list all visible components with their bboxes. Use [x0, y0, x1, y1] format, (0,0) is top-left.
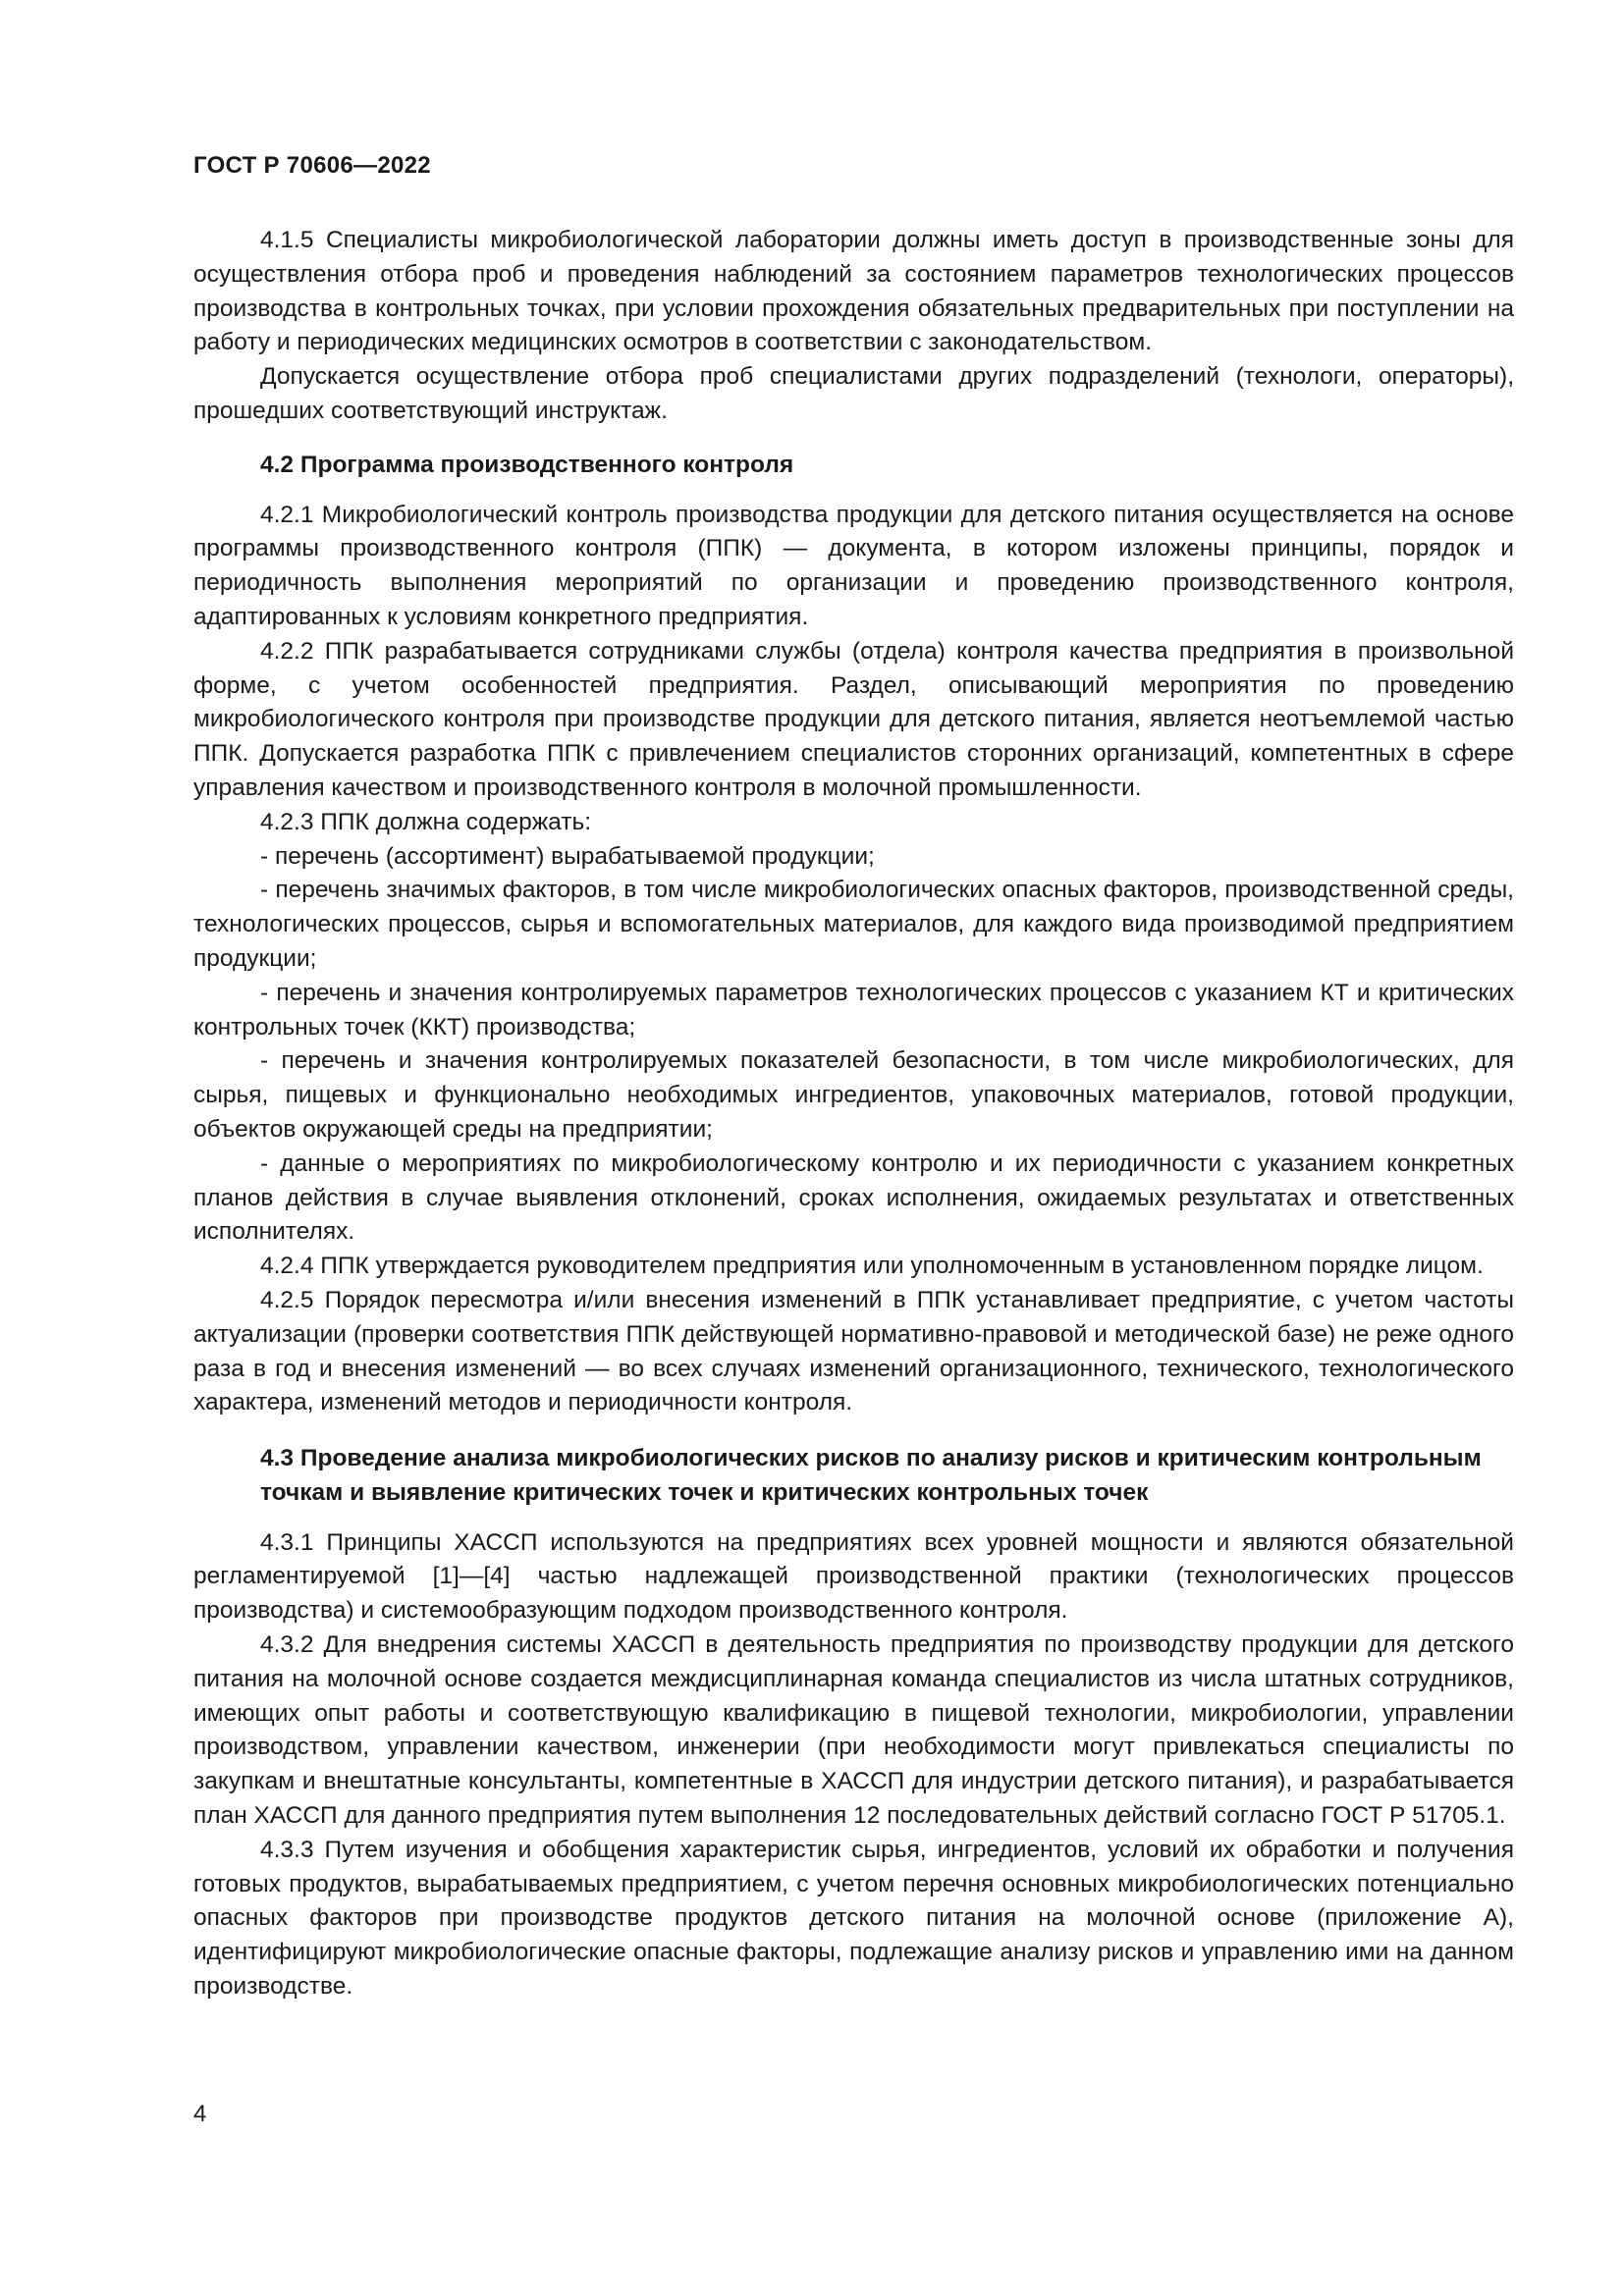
paragraph-4-3-3: 4.3.3 Путем изучения и обобщения характеристик сырья, ингредиентов, условий их обработки и получения готовых продуктов, вырабатываемых предприятием, с учетом перечня основных микробиологических потенциально опасных факторов при производстве продуктов детского питания на молочной основе (приложение А), идентифицируют микробиологические опасные факторы, подлежащие анализу рисков и управлению ими на данном производстве.	[193, 1836, 1514, 2001]
list-item: - данные о мероприятиях по микробиологическому контролю и их периодичности с указанием конкретных планов действия в случае выявления отклонений, сроках исполнения, ожидаемых результатах и ответственных исполнителях.	[193, 1149, 1514, 1246]
paragraph-4-2-4: 4.2.4 ППК утверждается руководителем предприятия или уполномоченным в установленном порядке лицом.	[260, 1253, 1484, 1280]
document-header: ГОСТ Р 70606—2022	[193, 152, 431, 179]
paragraph-4-1-5: 4.1.5 Специалисты микробиологической лаборатории должны иметь доступ в производственные зоны для осуществления отбора проб и проведения наблюдений за состоянием параметров технологических процессов производства в контрольных точках, при условии прохождения обязательных предварительных при поступлении на работу и периодических медицинских осмотров в соответствии с законодательством.	[193, 227, 1514, 356]
paragraph-4-2-2: 4.2.2 ППК разрабатывается сотрудниками службы (отдела) контроля качества предприятия в произвольной форме, с учетом особенностей предприятия. Раздел, описывающий мероприятия по проведению микробиологического контроля при производстве продукции для детского питания, является неотъемлемой частью ППК. Допускается разработка ППК с привлечением специалистов сторонних организаций, компетентных в сфере управления качеством и производственного контроля в молочной промышленности.	[193, 637, 1514, 801]
paragraph-4-2-3: 4.2.3 ППК должна содержать:	[260, 808, 592, 835]
list-item: - перечень (ассортимент) вырабатываемой продукции;	[260, 842, 875, 870]
list-item: - перечень значимых факторов, в том числе микробиологических опасных факторов, производственной среды, технологических процессов, сырья и вспомогательных материалов, для каждого вида производимой предприятием продукции;	[193, 877, 1514, 972]
list-item: - перечень и значения контролируемых показателей безопасности, в том числе микробиологических, для сырья, пищевых и функционально необходимых ингредиентов, упаковочных материалов, готовой продукции, объектов окружающей среды на предприятии;	[193, 1047, 1514, 1143]
section-heading-4-2: 4.2 Программа производственного контроля	[260, 451, 794, 478]
document-body	[193, 224, 1514, 2004]
paragraph-4-2-1: 4.2.1 Микробиологический контроль производства продукции для детского питания осуществляется на основе программы производственного контроля (ППК) — документа, в котором изложены принципы, порядок и периодичность выполнения мероприятий по организации и проведению производственного контроля, адаптированных к условиям конкретного предприятия.	[193, 501, 1514, 630]
paragraph-4-3-2: 4.3.2 Для внедрения системы ХАССП в деятельность предприятия по производству продукции для детского питания на молочной основе создается междисциплинарная команда специалистов из числа штатных сотрудников, имеющих опыт работы и соответствующую квалификацию в пищевой технологии, микробиологии, управлении производством, управлении качеством, инженерии (при необходимости могут привлекаться специалисты по закупкам и внештатные консультанты, компетентные в ХАССП для индустрии детского питания), и разрабатывается план ХАССП для данного предприятия путем выполнения 12 последовательных действий согласно ГОСТ Р 51705.1.	[193, 1631, 1514, 1830]
paragraph-4-3-1: 4.3.1 Принципы ХАССП используются на предприятиях всех уровней мощности и являются обязательной регламентируемой [1]—[4] частью надлежащей производственной практики (технологических процессов производства) и системообразующим подходом производственного контроля.	[193, 1528, 1514, 1625]
section-heading-4-3: 4.3 Проведение анализа микробиологических рисков по анализу рисков и критическим контрольным точкам и выявление критических точек и критических контрольных точек	[260, 1445, 1482, 1506]
paragraph-4-2-5: 4.2.5 Порядок пересмотра и/или внесения изменений в ППК устанавливает предприятие, с учетом частоты актуализации (проверки соответствия ППК действующей нормативно-правовой и методической базе) не реже одного раза в год и внесения изменений — во всех случаях изменений организационного, технического, технологического характера, изменений методов и периодичности контроля.	[193, 1286, 1514, 1416]
paragraph-4-1-5-note: Допускается осуществление отбора проб специалистами других подразделений (технологи, операторы), прошедших соответствующий инструктаж.	[193, 363, 1514, 424]
page-number: 4	[193, 2101, 207, 2127]
list-item: - перечень и значения контролируемых параметров технологических процессов с указанием КТ и критических контрольных точек (ККТ) производства;	[193, 979, 1514, 1041]
